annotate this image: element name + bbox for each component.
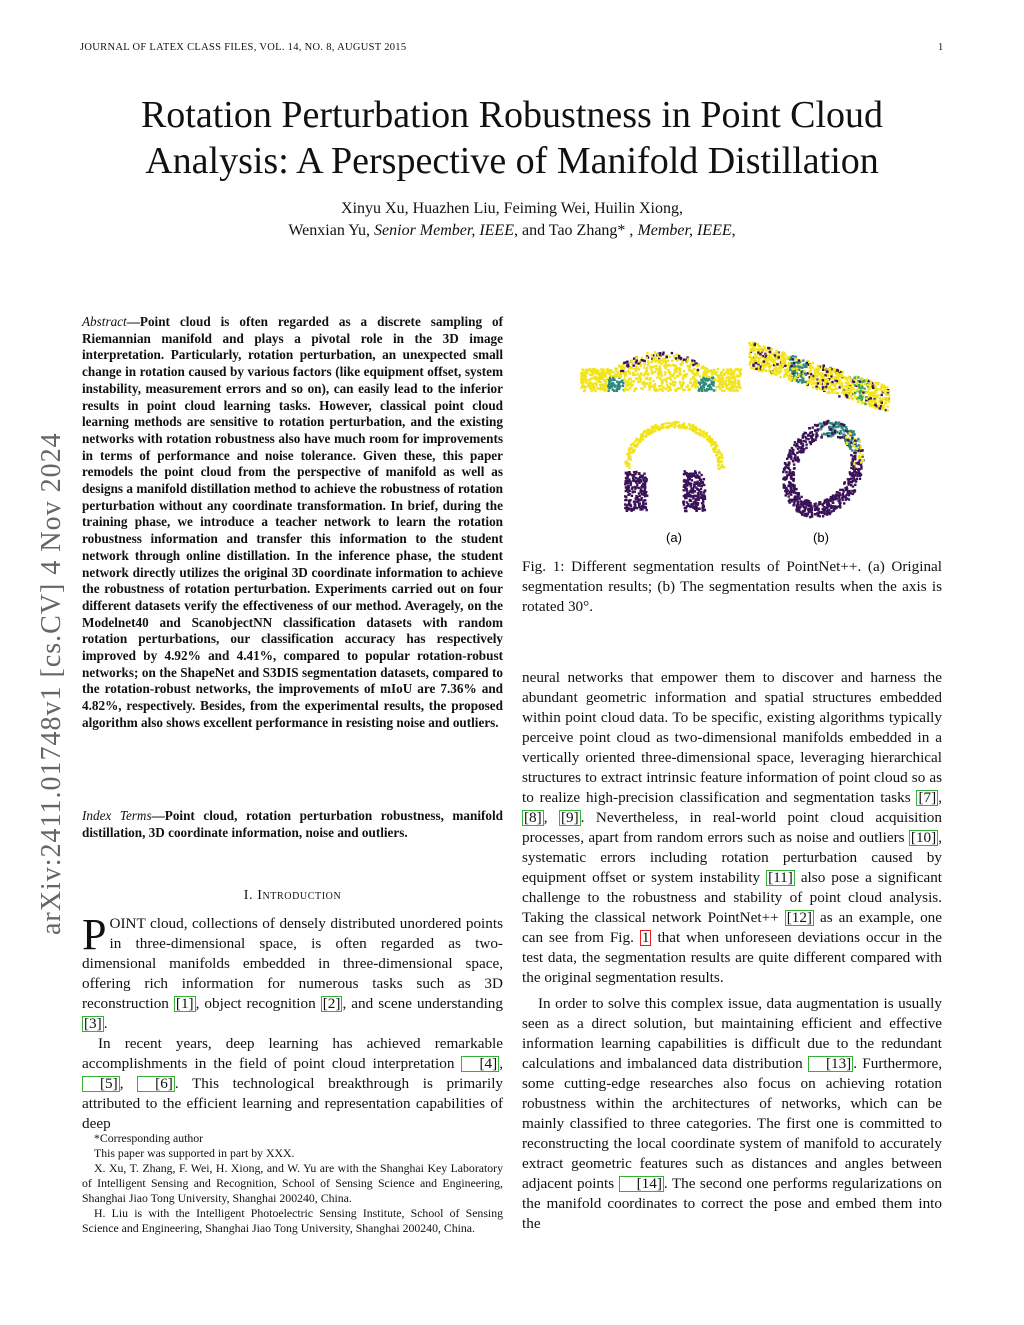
title-line-1: Rotation Perturbation Robustness in Point Cloud [140,94,884,136]
figure-1-caption: Fig. 1: Different segmentation results of PointNet++. (a) Original segmentation results; (b) The segmentation results when the axis is rotated 30°. [522,558,942,615]
car-point-cloud-original [580,351,742,392]
paper-title [60,92,964,184]
page-number: 1 [938,42,944,53]
citation-link[interactable]: [2] [322,995,341,1012]
citation-link[interactable]: [13] [808,1056,853,1072]
abstract-label: Abstract [82,314,127,329]
title-line-2: Analysis: A Perspective of Manifold Distillation [145,140,879,182]
citation-link[interactable]: [3] [84,1015,102,1032]
footnote: H. Liu is with the Intelligent Photoelectric Sensing Institute, School of Sensing Science and Engineering, Shanghai Jiao Tong University, Shanghai 200240, China. [82,1206,503,1235]
figure-ref-link[interactable]: 1 [641,929,650,946]
citation-link[interactable]: [12] [786,909,812,926]
footnote: *Corresponding author [94,1131,204,1145]
intro-paragraph: In recent years, deep learning has achieved remarkable accomplishments in the field of point cloud interpretation [4] , [5] , [6] . This technological breakthrough is primarily attributed to the efficient learning and representation capabilities of deep [82,1035,504,1132]
citation-link[interactable]: [10] [910,829,937,846]
body-paragraph: In order to solve this complex issue, data augmentation is usually seen as a direct solution, but maintaining efficient and effective information learning capabilities is difficult due to the redundant calculations and imbalanced data distribution [13] . Furthermore, some cutting-edge researches also focus on achieving rotation robustness within the architectures of networks, which can be mainly classified to three categories. The first one is committed to reconstructing the local coordinate system of manifold to accurately extract geometric features such as distances and angles between adjacent points [14] . The second one performs regularizations on the manifold coordinates to correct the pose and embed them into the [522,995,942,1232]
abstract-text: —Point cloud is often regarded as a discrete sampling of Riemannian manifold and plays a pivotal role in the 3D image interpretation. Particularly, rotation perturbation, an unexpected small change in rotation caused by various factors (like equipment offset, system instability, measurement errors and so on), can easily lead to the inferior results in point cloud learning tasks. However, classical point cloud learning methods are sensitive to rotation perturbation, and the existing networks with rotation robustness also have much room for improvements in terms of performance and noise tolerance. Given these, this paper remodels the point cloud from the perspective of manifold as well as designs a manifold distillation method to achieve the robustness of rotation perturbation without any coordinate transformation. In brief, during the training phase, we introduce a teacher network to learn the rotation robustness information and transfer this information to the student network through online distillation. In the inference phase, the student network directly utilizes the original 3D coordinate information to achieve the robustness of rotation perturbation. Experiments carried out on four different datasets verify the effectiveness of our method. Averagely, on the Modelnet40 and ScanobjectNN classification datasets with random rotation perturbations, our classification accuracy has respectively improved by 4.92% and 4.41%, compared to popular rotation-robust networks; on the ShapeNet and S3DIS segmentation datasets, compared to the rotation-robust networks, the improvements of mIoU are 7.36% and 4.82%, respectively. Besides, from the experimental results, the proposed algorithm also shows excellent performance in resisting noise and outliers. [82,314,503,730]
dropcap: P [82,910,107,959]
index-terms-label: Index Terms [82,808,152,823]
headphone-point-cloud-rotated [782,420,865,519]
footnotes [82,1131,503,1236]
introduction-continued [522,668,942,1234]
section-heading-introduction: I. Introduction [243,888,342,903]
citation-link[interactable]: [9] [560,809,579,826]
index-terms-text: —Point cloud, rotation perturbation robustness, manifold distillation, 3D coordinate information, noise and outliers. [82,808,503,840]
figure-label-a: (a) [666,530,682,545]
introduction-text [82,910,504,1134]
index-terms [82,808,503,841]
figure-label-b: (b) [813,530,829,545]
citation-link[interactable]: [5] [82,1076,120,1092]
intro-paragraph: POINT cloud, collections of densely distributed unordered points in three-dimensional space, is often regarded as two-dimensional manifolds embedded in three-dimensional space, offering rich information for numerous tasks such as 3D reconstruction [1] , object recognition [2] , and scene understanding [3] . [82,910,503,1032]
footnote: This paper was supported in part by XXX. [94,1146,295,1160]
citation-link[interactable]: [6] [137,1076,175,1092]
running-header: JOURNAL OF LATEX CLASS FILES, VOL. 14, NO. 8, AUGUST 2015 [80,42,407,53]
arxiv-stamp: arXiv:2411.01748v1 [cs.CV] 4 Nov 2024 [36,432,67,935]
authors-line-1: Xinyu Xu, Huazhen Liu, Feiming Wei, Huilin Xiong, [341,200,683,217]
citation-link[interactable]: [14] [619,1176,664,1192]
authors-line-2: Wenxian Yu, Senior Member, IEEE, and Tao Zhang* , Member, IEEE, [288,222,736,239]
figure-1-point-clouds [560,318,940,550]
citation-link[interactable]: [1] [175,995,194,1012]
car-point-cloud-rotated [748,342,890,412]
headphone-point-cloud-original [624,421,725,512]
citation-link[interactable]: [11] [768,869,793,886]
footnote: X. Xu, T. Zhang, F. Wei, H. Xiong, and W. Yu are with the Shanghai Key Laboratory of Intelligent Sensing and Recognition, School of Sensing Science and Engineering, Shanghai Jiao Tong University, Shanghai 200240, China. [82,1161,503,1205]
author-list [60,198,964,242]
body-paragraph: neural networks that empower them to discover and harness the abundant geometric information and spatial structures embedded within point cloud data. To be specific, existing algorithms typically perceive point cloud as two-dimensional manifolds embedded in a vertically oriented three-dimensional space, leveraging hierarchical structures to extract intrinsic feature information of point cloud so as to realize high-precision classification and segmentation tasks [7] , [8] , [9] . Nevertheless, in real-world point cloud acquisition processes, apart from random errors such as noise and outliers [10] , systematic errors including rotation perturbation caused by equipment offset or system instability [11] also pose a significant challenge to the robustness and stability of point cloud analysis. Taking the classical network PointNet++ [12] as an example, one can see from Fig. 1 that when unforeseen deviations occur in the test data, the segmentation results are quite different compared with the original segmentation results. [522,669,943,986]
citation-link[interactable]: [8] [524,809,542,826]
citation-link[interactable]: [7] [918,789,937,806]
citation-link[interactable]: [4] [461,1056,499,1072]
abstract [82,314,503,732]
